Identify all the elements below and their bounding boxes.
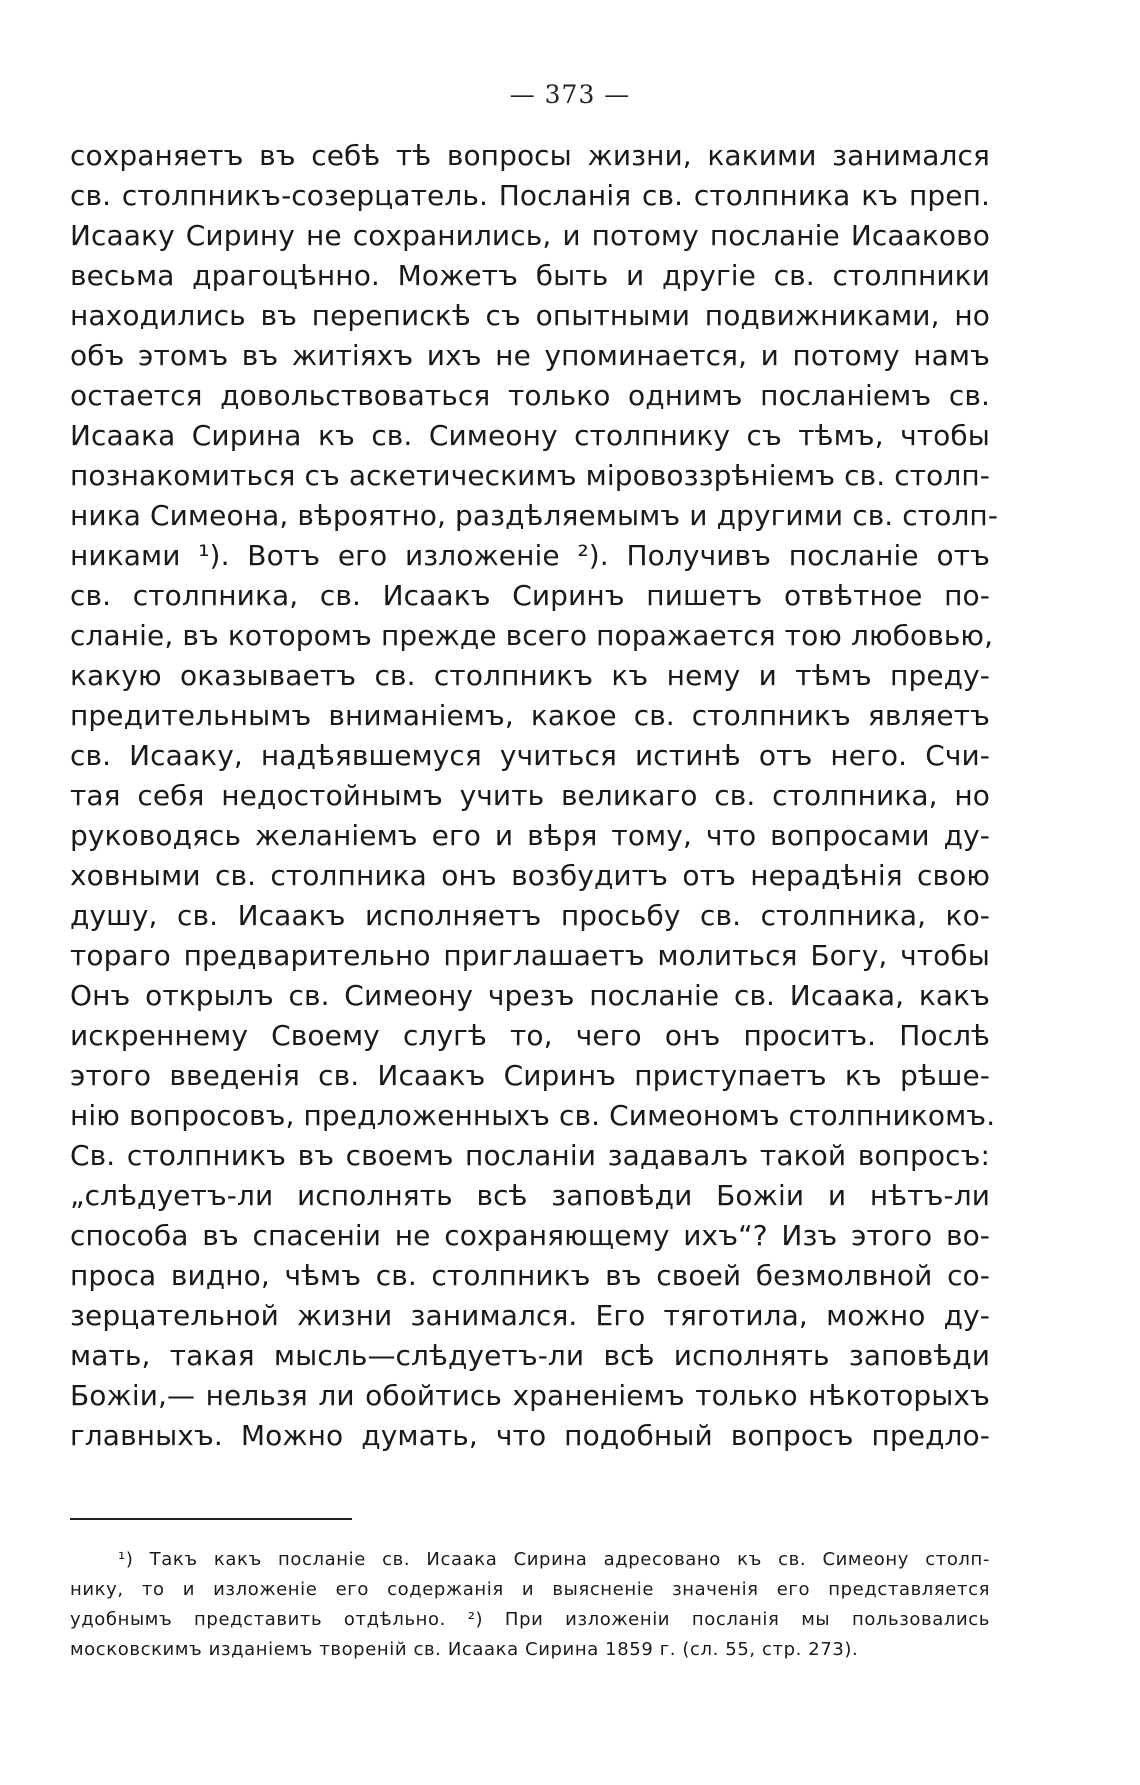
text-line: „слѣдуетъ-ли исполнять всѣ заповѣди Божіи и нѣтъ-ли xyxy=(70,1179,990,1212)
text-line: находились въ перепискѣ съ опытными подвижниками, но xyxy=(70,299,990,332)
text-line: зерцательной жизни занимался. Его тяготила, можно ду- xyxy=(70,1299,990,1332)
text-line: душу, св. Исаакъ исполняетъ просьбу св. столпника, ко- xyxy=(70,899,990,932)
text-line: какую оказываетъ св. столпникъ къ нему и тѣмъ преду- xyxy=(70,659,990,692)
text-line: проса видно, чѣмъ св. столпникъ въ своей безмолвной со- xyxy=(70,1259,990,1292)
text-line: св. столпника, св. Исаакъ Сиринъ пишетъ отвѣтное по- xyxy=(70,579,990,612)
body-text xyxy=(70,136,999,1456)
text-line: руководясь желаніемъ его и вѣря тому, что вопросами ду- xyxy=(70,819,990,852)
footnote-line: удобнымъ представить отдѣльно. ²) При изложеніи посланія мы пользовались xyxy=(70,1609,990,1630)
footnote-line: нику, то и изложеніе его содержанія и выясненіе значенія его представляется xyxy=(70,1579,990,1600)
text-line: объ этомъ въ житіяхъ ихъ не упоминается, и потому намъ xyxy=(70,339,990,372)
text-line: мать, такая мысль—слѣдуетъ-ли всѣ исполнять заповѣди xyxy=(70,1339,990,1372)
text-line: Онъ открылъ св. Симеону чрезъ посланіе св. Исаака, какъ xyxy=(70,979,990,1012)
text-line: сланіе, въ которомъ прежде всего поражается тою любовью, xyxy=(70,619,994,652)
text-line: ховными св. столпника онъ возбудитъ отъ нерадѣнія свою xyxy=(70,859,990,892)
text-line: тая себя недостойнымъ учить великаго св. столпника, но xyxy=(70,779,990,812)
text-line: ника Симеона, вѣроятно, раздѣляемымъ и другими св. столп- xyxy=(70,499,999,532)
text-line: тораго предварительно приглашаетъ молиться Богу, чтобы xyxy=(70,939,990,972)
text-line: остается довольствоваться только однимъ посланіемъ св. xyxy=(70,379,990,412)
page-number: — 373 — xyxy=(509,80,631,109)
text-line: способа въ спасеніи не сохраняющему ихъ“? Изъ этого во- xyxy=(70,1219,990,1252)
text-line: Исааку Сирину не сохранились, и потому посланіе Исааково xyxy=(70,219,990,252)
text-line: главныхъ. Можно думать, что подобный вопросъ предло- xyxy=(70,1419,990,1452)
text-line: Божіи,— нельзя ли обойтись храненіемъ только нѣкоторыхъ xyxy=(70,1379,990,1412)
text-line: этого введенія св. Исаакъ Сиринъ приступаетъ къ рѣше- xyxy=(70,1059,990,1092)
text-line: предительнымъ вниманіемъ, какое св. столпникъ являетъ xyxy=(70,699,990,732)
text-line: св. Исааку, надѣявшемуся учиться истинѣ отъ него. Счи- xyxy=(70,739,990,772)
text-line: Св. столпникъ въ своемъ посланіи задавалъ такой вопросъ: xyxy=(70,1139,990,1172)
text-line: познакомиться съ аскетическимъ міровоззрѣніемъ св. столп- xyxy=(70,459,990,492)
footnote-line: ¹) Такъ какъ посланіе св. Исаака Сирина адресовано къ св. Симеону столп- xyxy=(118,1549,990,1570)
text-line: никами ¹). Вотъ его изложеніе ²). Получивъ посланіе отъ xyxy=(70,539,990,572)
text-line: весьма драгоцѣнно. Можетъ быть и другіе св. столпники xyxy=(70,259,990,292)
footnotes xyxy=(70,1545,990,1665)
text-line: нію вопросовъ, предложенныхъ св. Симеономъ столпникомъ. xyxy=(70,1099,996,1132)
text-line: Исаака Сирина къ св. Симеону столпнику съ тѣмъ, чтобы xyxy=(70,419,990,452)
footnote-divider xyxy=(70,1518,352,1520)
text-line: св. столпникъ-созерцатель. Посланія св. столпника къ преп. xyxy=(70,179,990,212)
footnote-line: московскимъ изданіемъ твореній св. Исаака Сирина 1859 г. (сл. 55, стр. 273). xyxy=(70,1639,859,1660)
text-line: искреннему Своему слугѣ то, чего онъ проситъ. Послѣ xyxy=(70,1019,990,1052)
text-line: сохраняетъ въ себѣ тѣ вопросы жизни, какими занимался xyxy=(70,139,990,172)
